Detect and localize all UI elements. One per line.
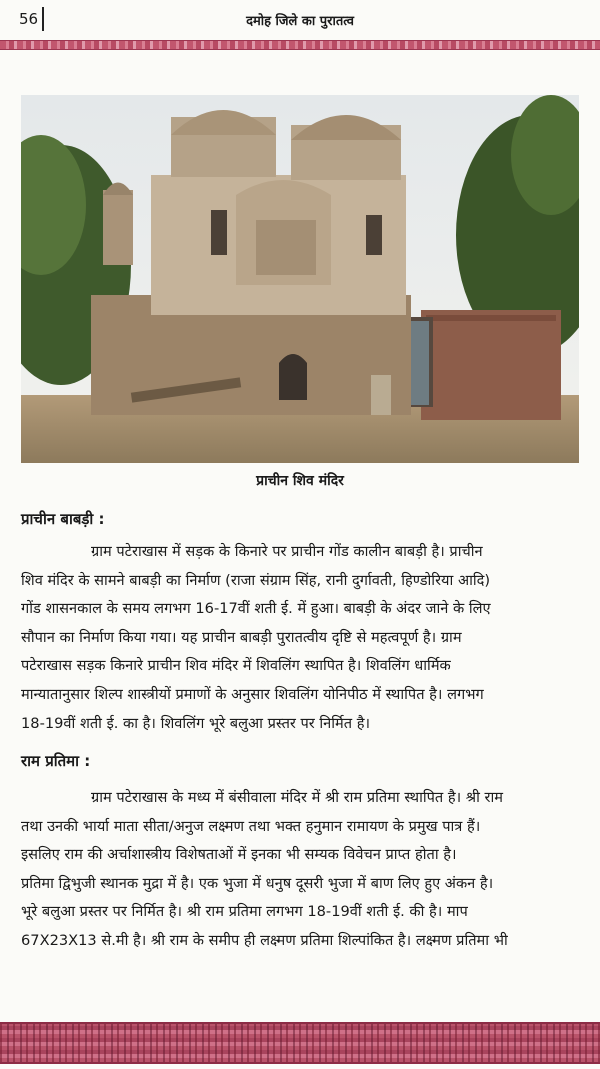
text-line: मान्यातानुसार शिल्प शास्त्रीयों प्रमाणों के अनुसार शिवलिंग योनिपीठ में स्थापित है। लगभग (21, 685, 484, 703)
text-line: पटेराखास सड़क किनारे प्राचीन शिव मंदिर में शिवलिंग स्थापित है। शिवलिंग धार्मिक (21, 657, 451, 675)
figure-caption: प्राचीन शिव मंदिर (256, 473, 344, 489)
page-number: 56 (19, 10, 39, 28)
text-line: ग्राम पटेराखास में सड़क के किनारे पर प्राचीन गोंड कालीन बाबड़ी है। प्राचीन (91, 543, 483, 560)
text-line: शिव मंदिर के सामने बाबड़ी का निर्माण (राजा संग्राम सिंह, रानी दुर्गावती, हिण्डोरिया आदि) (21, 571, 491, 589)
page-header (0, 0, 600, 40)
text-line: भूरे बलुआ प्रस्तर पर निर्मित है। श्री राम प्रतिमा लगभग 18-19वीं शती ई. की है। माप (21, 903, 468, 921)
running-title: दमोह जिले का पुरातत्व (246, 14, 354, 29)
section-heading-ram-pratima: राम प्रतिमा : (21, 752, 91, 770)
text-line: 18-19वीं शती ई. का है। शिवलिंग भूरे बलुआ प्रस्तर पर निर्मित है। (21, 714, 371, 732)
text-line: गोंड शासनकाल के समय लगभग 16-17वीं शती ई. में हुआ। बाबड़ी के अंदर जाने के लिए (21, 600, 491, 618)
text-line: ग्राम पटेराखास के मध्य में बंसीवाला मंदिर में श्री राम प्रतिमा स्थापित है। श्री राम (91, 789, 504, 806)
text-line: प्रतिमा द्विभुजी स्थानक मुद्रा में है। एक भुजा में धनुष दूसरी भुजा में बाण लिए हुए अंकन है। (21, 874, 494, 892)
text-line: 67X23X13 से.मी है। श्री राम के समीप ही लक्ष्मण प्रतिमा शिल्पांकित है। लक्ष्मण प्रतिमा भी (21, 931, 508, 949)
paragraph-ram-pratima (21, 784, 579, 956)
text-line: सौपान का निर्माण किया गया। यह प्राचीन बाबड़ी पुरातत्वीय दृष्टि से महत्वपूर्ण है। ग्राम (21, 628, 462, 646)
text-line: तथा उनकी भार्या माता सीता/अनुज लक्ष्मण तथा भक्त हनुमान रामायण के प्रमुख पात्र हैं। (21, 817, 481, 835)
bottom-decorative-border (0, 1022, 600, 1064)
temple-photo (21, 95, 579, 463)
section-heading-baoli: प्राचीन बाबड़ी : (21, 510, 105, 528)
paragraph-baoli (21, 538, 579, 738)
top-decorative-border (0, 40, 600, 50)
text-line: इसलिए राम की अर्चाशास्त्रीय विशेषताओं में इनका भी सम्यक विवेचन प्राप्त होता है। (21, 846, 457, 864)
